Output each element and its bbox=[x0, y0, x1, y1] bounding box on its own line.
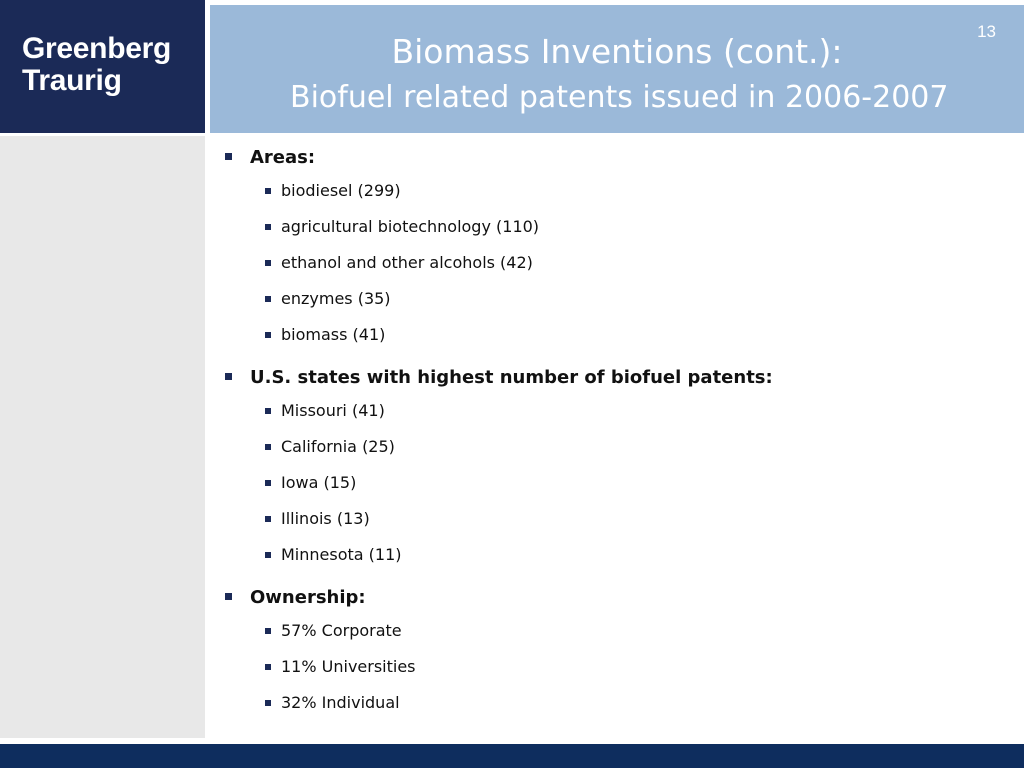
list-item: biodiesel (299) bbox=[222, 173, 1002, 209]
left-side-panel bbox=[0, 136, 205, 738]
section-ownership bbox=[222, 583, 1002, 721]
list-item: 32% Individual bbox=[222, 685, 1002, 721]
list-item: agricultural biotechnology (110) bbox=[222, 209, 1002, 245]
list-item: 57% Corporate bbox=[222, 613, 1002, 649]
list-item: California (25) bbox=[222, 429, 1002, 465]
list-item: biomass (41) bbox=[222, 317, 1002, 353]
company-logo bbox=[22, 33, 171, 97]
list-item: ethanol and other alcohols (42) bbox=[222, 245, 1002, 281]
section-heading: Ownership: bbox=[222, 583, 1002, 613]
list-item: Missouri (41) bbox=[222, 393, 1002, 429]
list-item: enzymes (35) bbox=[222, 281, 1002, 317]
slide-title: Biomass Inventions (cont.): bbox=[391, 32, 843, 71]
slide-header bbox=[210, 5, 1024, 133]
slide-content bbox=[222, 143, 1002, 731]
logo-box bbox=[0, 0, 205, 133]
logo-line-2: Traurig bbox=[22, 64, 122, 97]
logo-line-1: Greenberg bbox=[22, 32, 172, 65]
section-areas bbox=[222, 143, 1002, 353]
list-item: Iowa (15) bbox=[222, 465, 1002, 501]
list-item: Minnesota (11) bbox=[222, 537, 1002, 573]
section-states bbox=[222, 363, 1002, 573]
slide-subtitle: Biofuel related patents issued in 2006-2007 bbox=[290, 80, 949, 115]
page-number: 13 bbox=[977, 22, 996, 41]
footer-band bbox=[0, 744, 1024, 768]
list-item: 11% Universities bbox=[222, 649, 1002, 685]
list-item: Illinois (13) bbox=[222, 501, 1002, 537]
section-heading: Areas: bbox=[222, 143, 1002, 173]
section-heading: U.S. states with highest number of biofuel patents: bbox=[222, 363, 1002, 393]
